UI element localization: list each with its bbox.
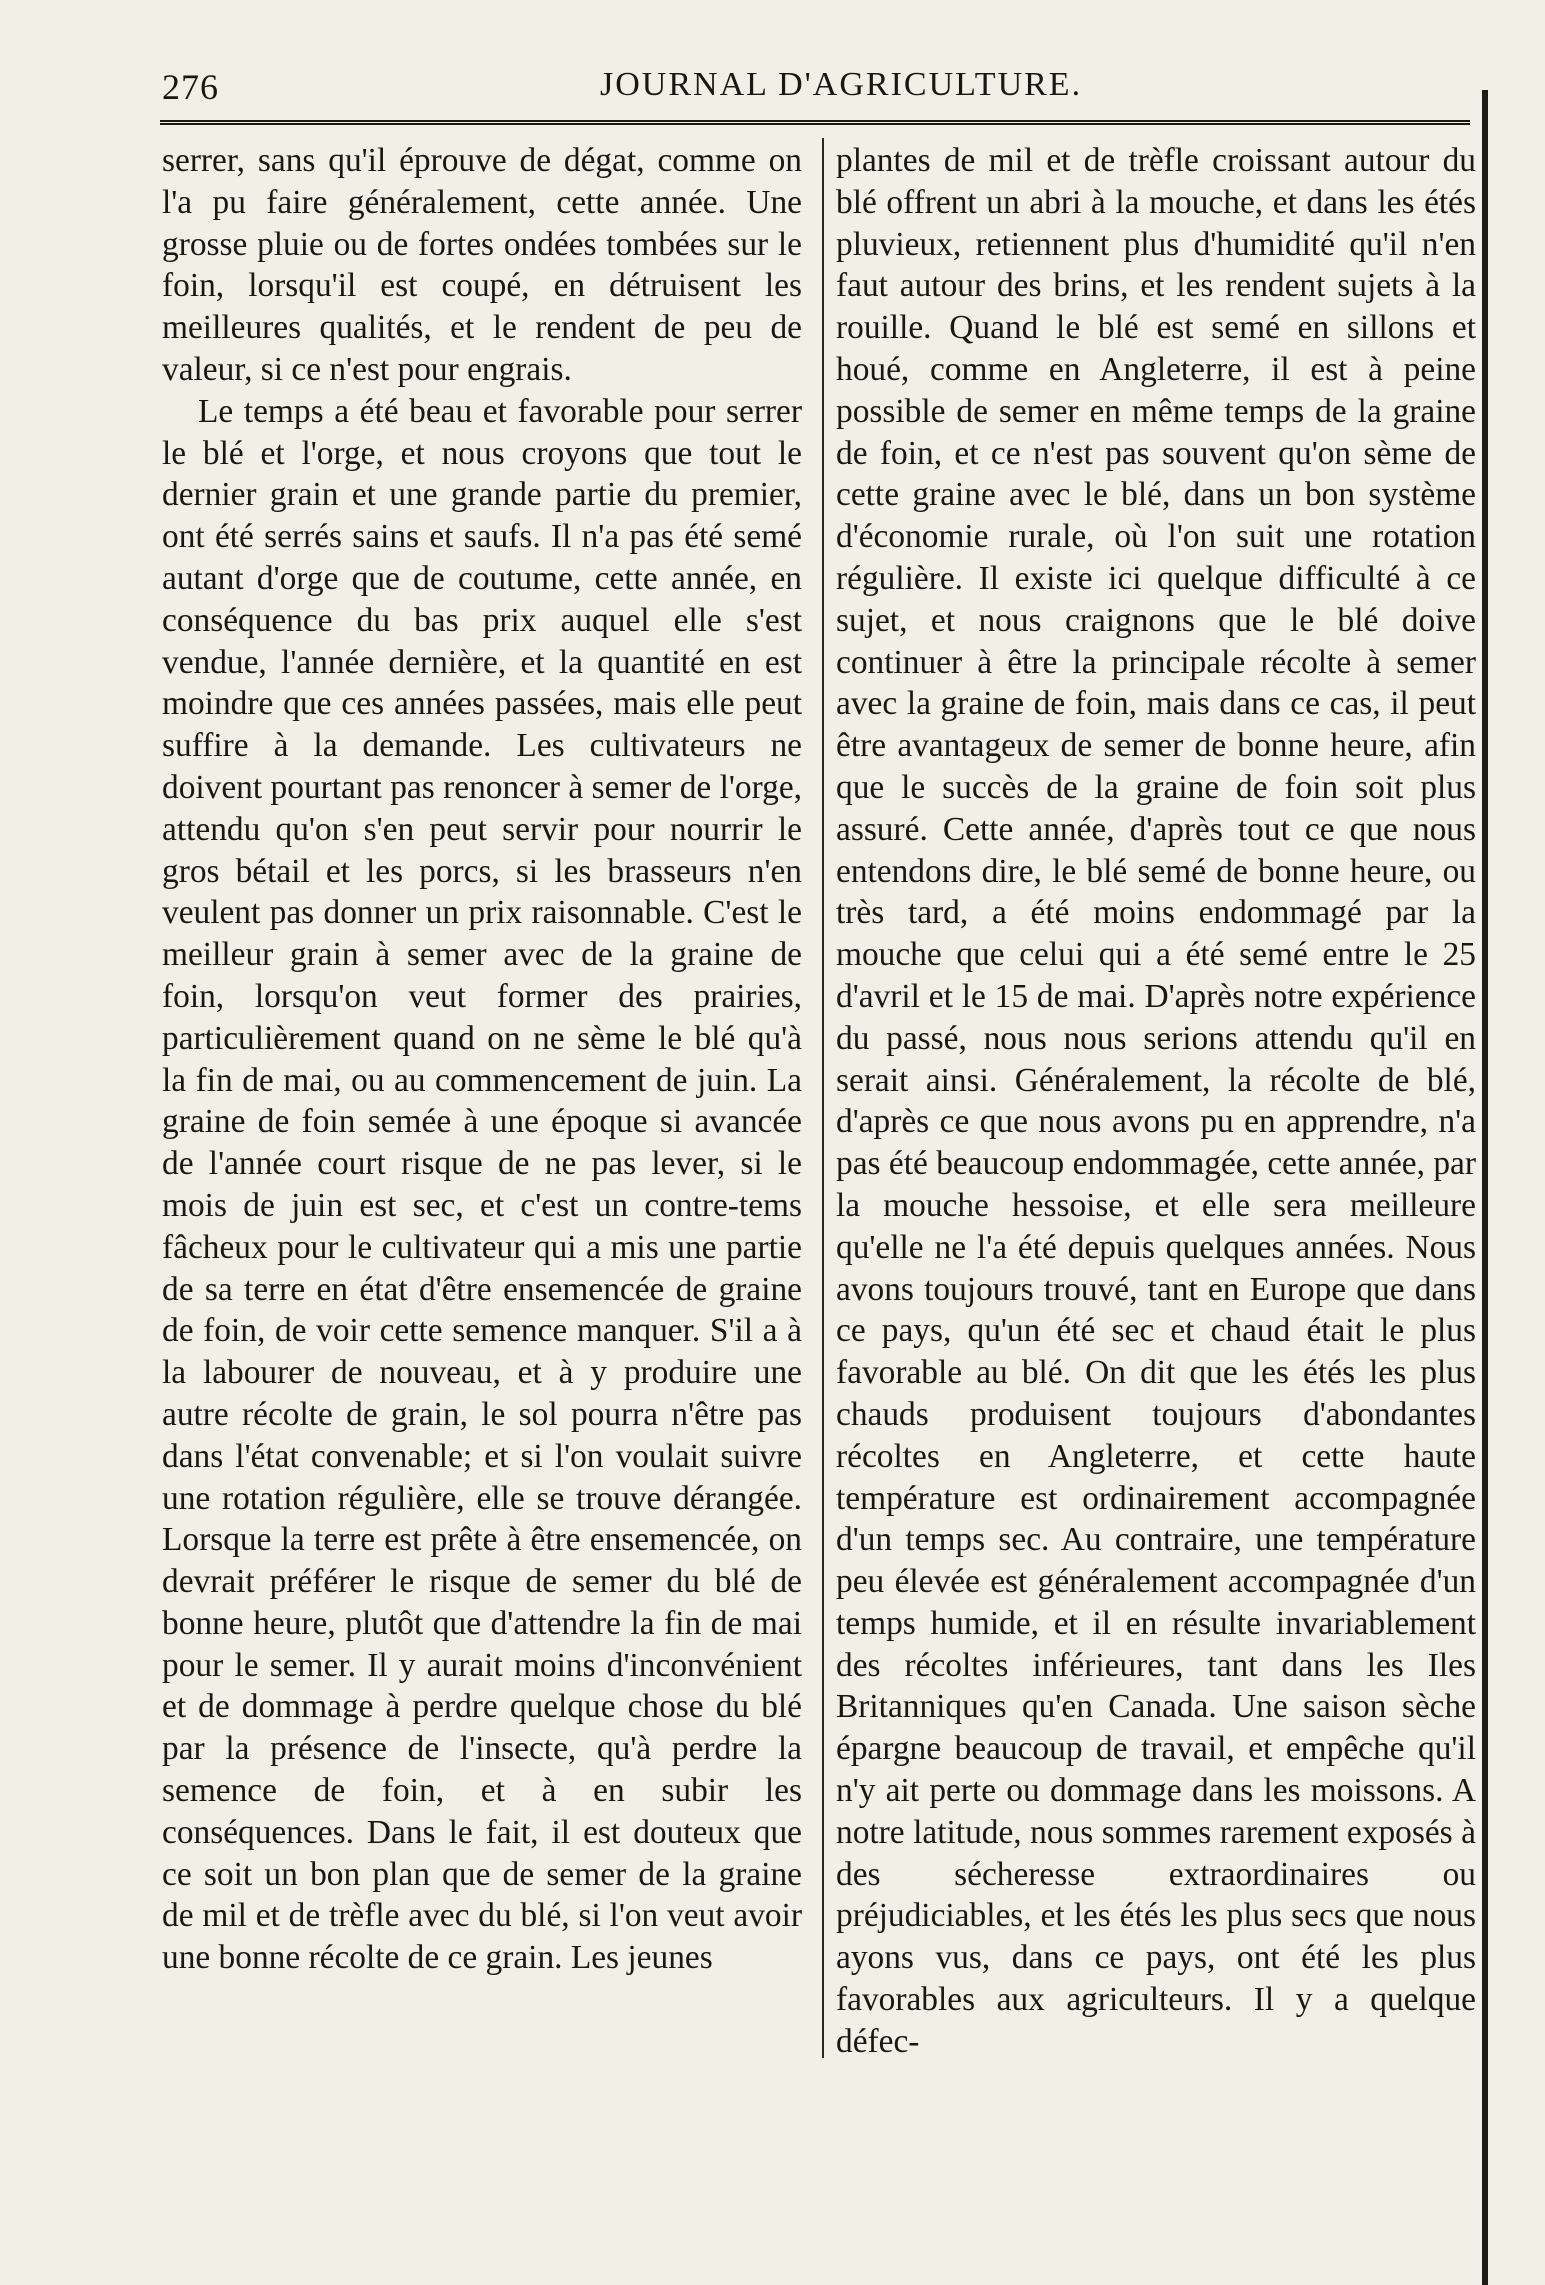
page-edge-shadow [1482, 90, 1488, 2285]
running-title: JOURNAL D'AGRICULTURE. [600, 66, 1083, 103]
right-column [836, 140, 1476, 2063]
column-rule [822, 138, 824, 2058]
left-paragraph-2: Le temps a été beau et favorable pour serrer le blé et l'orge, et nous croyons que tout le dernier grain et une grande partie du premier, ont été serrés sains et saufs. Il n'a pas été semé autant d'orge que de coutume, cette année, en conséquence du bas prix auquel elle s'est vendue, l'année dernière, et la quantité en est moindre que ces années passées, mais elle peut suffire à la demande. Les cultivateurs ne doivent pourtant pas renoncer à semer de l'orge, attendu qu'on s'en peut servir pour nourrir le gros bétail et les porcs, si les brasseurs n'en veulent pas donner un prix raisonnable. C'est le meilleur grain à semer avec de la graine de foin, lorsqu'on veut former des prairies, particulièrement quand on ne sème le blé qu'à la fin de mai, ou au commencement de juin. La graine de foin semée à une époque si avancée de l'année court risque de ne pas lever, si le mois de juin est sec, et c'est un contre-tems fâcheux pour le cultivateur qui a mis une partie de sa terre en état d'être ensemencée de graine de foin, de voir cette semence manquer. S'il a à la labourer de nouveau, et à y produire une autre récolte de grain, le sol pourra n'être pas dans l'état convenable; et si l'on voulait suivre une rotation régulière, elle se trouve dérangée. Lorsque la terre est prête à être ensemencée, on devrait préférer le risque de semer du blé de bonne heure, plutôt que d'attendre la fin de mai pour le semer. Il y aurait moins d'inconvénient et de dommage à perdre quelque chose du blé par la présence de l'insecte, qu'à perdre la semence de foin, et à en subir les conséquences. Dans le fait, il est douteux que ce soit un bon plan que de semer de la graine de mil et de trèfle avec du blé, si l'on veut avoir une bonne récolte de ce grain. Les jeunes [162, 392, 802, 1977]
left-paragraph-1: serrer, sans qu'il éprouve de dégat, comme on l'a pu faire généralement, cette année. Une grosse pluie ou de fortes ondées tombées sur le foin, lorsqu'il est coupé, en détruisent les meilleures qualités, et le rendent de peu de valeur, si ce n'est pour engrais. [162, 142, 802, 388]
header-rule [160, 120, 1470, 125]
page-number: 276 [162, 67, 219, 107]
left-column [162, 140, 802, 1979]
right-paragraph-1: plantes de mil et de trèfle croissant autour du blé offrent un abri à la mouche, et dans les étés pluvieux, retiennent plus d'humidité qu'il n'en faut autour des brins, et les rendent sujets à la rouille. Quand le blé est semé en sillons et houé, comme en Angleterre, il est à peine possible de semer en même temps de la graine de foin, et ce n'est pas souvent qu'on sème de cette graine avec le blé, dans un bon système d'économie rurale, où l'on suit une rotation régulière. Il existe ici quelque difficulté à ce sujet, et nous craignons que le blé doive continuer à être la principale récolte à semer avec la graine de foin, mais dans ce cas, il peut être avantageux de semer de bonne heure, afin que le succès de la graine de foin soit plus assuré. Cette année, d'après tout ce que nous entendons dire, le blé semé de bonne heure, ou très tard, a été moins endommagé par la mouche que celui qui a été semé entre le 25 d'avril et le 15 de mai. D'après notre expérience du passé, nous nous serions attendu qu'il en serait ainsi. Généralement, la récolte de blé, d'après ce que nous avons pu en apprendre, n'a pas été beaucoup endommagée, cette année, par la mouche hessoise, et elle sera meilleure qu'elle ne l'a été depuis quelques années. Nous avons toujours trouvé, tant en Europe que dans ce pays, qu'un été sec et chaud était le plus favorable au blé. On dit que les étés les plus chauds produisent toujours d'abondantes récoltes en Angleterre, et cette haute température est ordinairement accompagnée d'un temps sec. Au contraire, une température peu élevée est généralement accompagnée d'un temps humide, et il en résulte invariablement des récoltes inférieures, tant dans les Iles Britanniques qu'en Canada. Une saison sèche épargne beaucoup de travail, et empêche qu'il n'y ait perte ou dommage dans les moissons. A notre latitude, nous sommes rarement exposés à des sécheresse extraordinaires ou préjudiciables, et les étés les plus secs que nous ayons vus, dans ce pays, ont été les plus favorables aux agriculteurs. Il y a quelque défec- [836, 142, 1476, 2060]
